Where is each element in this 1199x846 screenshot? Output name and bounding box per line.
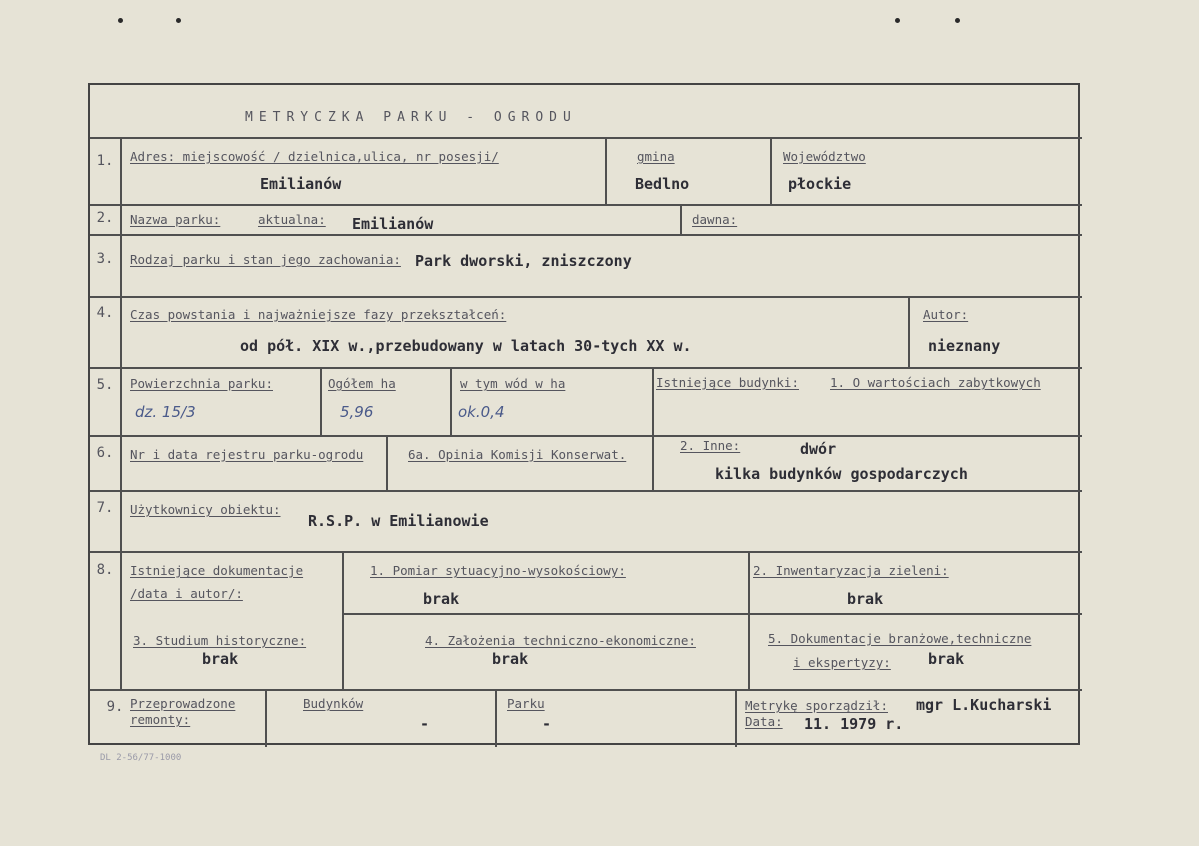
conservation-opinion-label: 6a. Opinia Komisji Konserwat.	[408, 447, 627, 462]
author-label: Autor:	[923, 307, 969, 322]
gmina-label: gmina	[637, 149, 675, 164]
row-number: 4.	[96, 305, 114, 321]
park-repairs-value: -	[542, 715, 552, 733]
date-value: 11. 1979 r.	[804, 715, 904, 733]
repairs-label-1: Przeprowadzone	[130, 696, 236, 711]
total-area-value: 5,96	[340, 403, 374, 421]
water-area-label: w tym wód w ha	[460, 376, 566, 391]
area-value: dz. 15/3	[135, 403, 196, 421]
historical-study-label: 3. Studium historyczne:	[133, 633, 307, 648]
existing-buildings-label: Istniejące budynki:	[656, 375, 799, 390]
row-number: 7.	[96, 500, 114, 516]
survey-value: brak	[423, 590, 460, 608]
users-label: Użytkownicy obiektu:	[130, 502, 281, 517]
row-number: 2.	[96, 210, 114, 226]
address-label: Adres: miejscowość / dzielnica,ulica, nr posesji/	[130, 149, 499, 164]
row-number: 6.	[96, 445, 114, 461]
punch-hole	[895, 18, 900, 23]
total-area-label: Ogółem ha	[328, 376, 396, 391]
current-name-label: aktualna:	[258, 212, 326, 227]
users-value: R.S.P. w Emilianowie	[308, 512, 489, 530]
other-buildings-value-2: kilka budynków gospodarczych	[715, 465, 968, 483]
other-buildings-label: 2. Inne:	[680, 438, 741, 453]
address-value: Emilianów	[260, 175, 342, 193]
area-label: Powierzchnia parku:	[130, 376, 273, 391]
former-name-label: dawna:	[692, 212, 738, 227]
date-label: Data:	[745, 714, 783, 729]
park-name-label: Nazwa parku:	[130, 212, 221, 227]
greenery-inventory-value: brak	[847, 590, 884, 608]
documentation-label-2: /data i autor/:	[130, 586, 243, 601]
row-number: 5.	[96, 377, 114, 393]
voivodeship-label: Województwo	[783, 149, 866, 164]
building-repairs-label: Budynków	[303, 696, 364, 711]
row-number: 9.	[106, 699, 124, 715]
other-buildings-value-1: dwór	[800, 440, 837, 458]
industry-docs-label-1: 5. Dokumentacje branżowe,techniczne	[768, 631, 1032, 646]
industry-docs-value: brak	[928, 650, 965, 668]
author-value: nieznany	[928, 337, 1001, 355]
print-stamp: DL 2-56/77-1000	[100, 753, 182, 763]
form-title: METRYCZKA PARKU - OGRODU	[245, 110, 577, 125]
historical-study-value: brak	[202, 650, 239, 668]
greenery-inventory-label: 2. Inwentaryzacja zieleni:	[753, 563, 949, 578]
current-name-value: Emilianów	[352, 215, 434, 233]
punch-hole	[118, 18, 123, 23]
technical-assumptions-value: brak	[492, 650, 529, 668]
row-number: 1.	[96, 153, 114, 169]
technical-assumptions-label: 4. Założenia techniczno-ekonomiczne:	[425, 633, 696, 648]
park-type-label: Rodzaj parku i stan jego zachowania:	[130, 252, 401, 267]
punch-hole	[955, 18, 960, 23]
survey-label: 1. Pomiar sytuacyjno-wysokościowy:	[370, 563, 626, 578]
punch-hole	[176, 18, 181, 23]
prepared-by-label: Metrykę sporządził:	[745, 698, 888, 713]
prepared-by-value: mgr L.Kucharski	[916, 696, 1052, 714]
building-repairs-value: -	[420, 715, 430, 733]
documentation-label-1: Istniejące dokumentacje	[130, 563, 304, 578]
industry-docs-label-2: i ekspertyzy:	[793, 655, 891, 670]
water-area-value: ok.0,4	[458, 403, 505, 421]
voivodeship-value: płockie	[788, 175, 852, 193]
history-phases-label: Czas powstania i najważniejsze fazy przekształceń:	[130, 307, 507, 322]
repairs-label-2: remonty:	[130, 712, 191, 727]
row-number: 8.	[96, 562, 114, 578]
park-record-form	[88, 83, 1080, 745]
gmina-value: Bedlno	[635, 175, 690, 193]
buildings-heritage-label: 1. O wartościach zabytkowych	[830, 375, 1041, 390]
registry-label: Nr i data rejestru parku-ogrodu	[130, 447, 364, 462]
row-number: 3.	[96, 251, 114, 267]
park-repairs-label: Parku	[507, 696, 545, 711]
history-phases-value: od pół. XIX w.,przebudowany w latach 30-tych XX w.	[240, 337, 692, 355]
park-type-value: Park dworski, zniszczony	[415, 252, 632, 270]
